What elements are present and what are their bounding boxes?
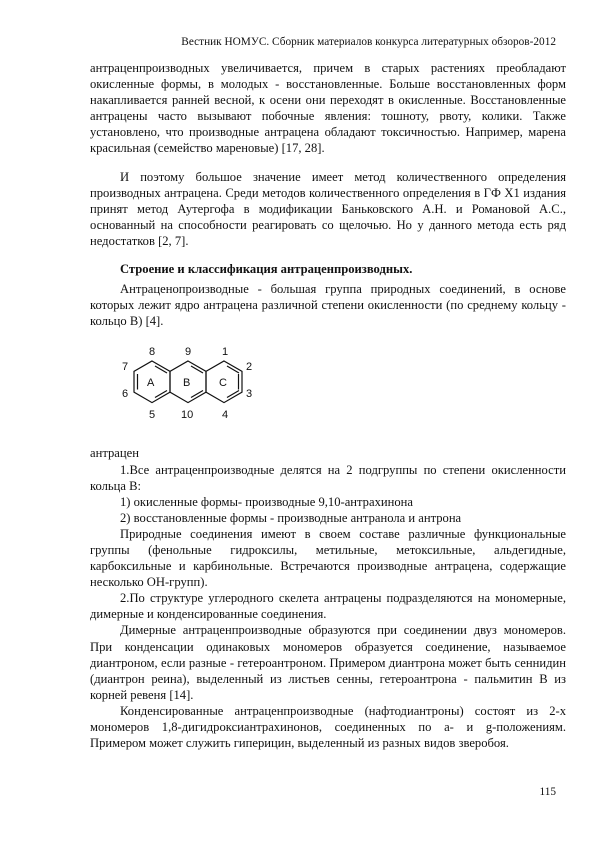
atom-number-2: 2	[246, 361, 253, 374]
atom-number-9: 9	[185, 346, 192, 359]
atom-number-8: 8	[149, 346, 156, 359]
double-bond	[155, 366, 167, 373]
ring-label-b: B	[183, 377, 191, 390]
paragraph-8: 2.По структуре углеродного скелета антрацены подразделяются на мономерные, димерные и конденсированные соединения.	[90, 591, 566, 622]
paragraph-2: И поэтому большое значение имеет метод количественного определения производных антрацена. Среди методов количественного определения в ГФ Х1 издания принят метод Аутергофа в модификации Баньковского А.Н. и Романовой А.С., основанный на способности реагировать со щелочью. Но у данного метода есть ряд недостатков [2, 7].	[90, 169, 566, 248]
double-bond	[191, 366, 203, 373]
atom-number-1: 1	[222, 346, 229, 359]
paragraph-10: Конденсированные антраценпроизводные (нафтодиантроны) состоят из 2-х мономеров 1,8-дигидроксиантрахинонов, соединенных по а- и g-положениям. Примером может служить гиперицин, выделенный из разных видов зверобоя.	[90, 703, 566, 751]
page-body	[90, 60, 566, 751]
paragraph-9: Димерные антраценпроизводные образуются при соединении двуз мономеров. При конденсации одинаковых мономеров образуется соединение, называемое диантроном, если разные - гетероантроном. Примером диантрона может быть сеннидин (диантрон реина), выделенный из листьев сенны, гетероантрона - пальмитин В из корней ревеня [14].	[90, 623, 566, 702]
paragraph-7: Природные соединения имеют в своем составе различные функциональные группы (фенольные гидроксилы, метильные, метоксильные, альдегидные, карбоксильные и карбинольные. Встречаются производные антрацена, содержащие несколько ОН-групп).	[90, 526, 566, 590]
ring-label-c: C	[219, 377, 227, 390]
paragraph-4: 1.Все антраценпроизводные делятся на 2 подгруппы по степени окисленности кольца В:	[90, 462, 566, 493]
paragraph-3: Антраценопроизводные - большая группа природных соединений, в основе которых лежит ядро антрацена различной степени окисленности (по среднему кольцу - кольцо В) [4].	[90, 282, 566, 329]
ring-label-a: A	[147, 377, 155, 390]
section-heading: Строение и классификация антраценпроизводных.	[120, 262, 413, 277]
anthracene-diagram	[116, 337, 266, 445]
paragraph-1: антраценпроизводных увеличивается, причем в старых растениях преобладают окисленные формы, в молодых - восстановленные. Больше восстановленных форм накапливается ранней весной, к осени они переходят в окисленные. Восстановленные антрацены часто вызывают побочные явления: тошноту, рвоту, колики. Также установлено, что производные антрацена обладают токсичностью. Например, марена красильная (семейство мареновые) [17, 28].	[90, 61, 566, 156]
page-number: 115	[539, 786, 556, 798]
paragraph-6: 2) восстановленные формы - производные антранола и антрона	[120, 510, 462, 525]
running-header: Вестник НОМУС. Сборник материалов конкурса литературных обзоров-2012	[181, 36, 556, 48]
atom-number-6: 6	[122, 388, 129, 401]
double-bond	[155, 391, 167, 398]
atom-number-7: 7	[122, 361, 129, 374]
atom-number-3: 3	[246, 388, 253, 401]
double-bond	[191, 391, 203, 398]
anthracene-structure	[116, 337, 266, 445]
atom-number-10: 10	[181, 409, 194, 422]
paragraph-5: 1) окисленные формы- производные 9,10-антрахинона	[120, 494, 413, 509]
double-bond	[227, 366, 239, 373]
figure-caption: антрацен	[90, 446, 139, 461]
atom-number-5: 5	[149, 409, 156, 422]
double-bond	[227, 391, 239, 398]
atom-number-4: 4	[222, 409, 229, 422]
